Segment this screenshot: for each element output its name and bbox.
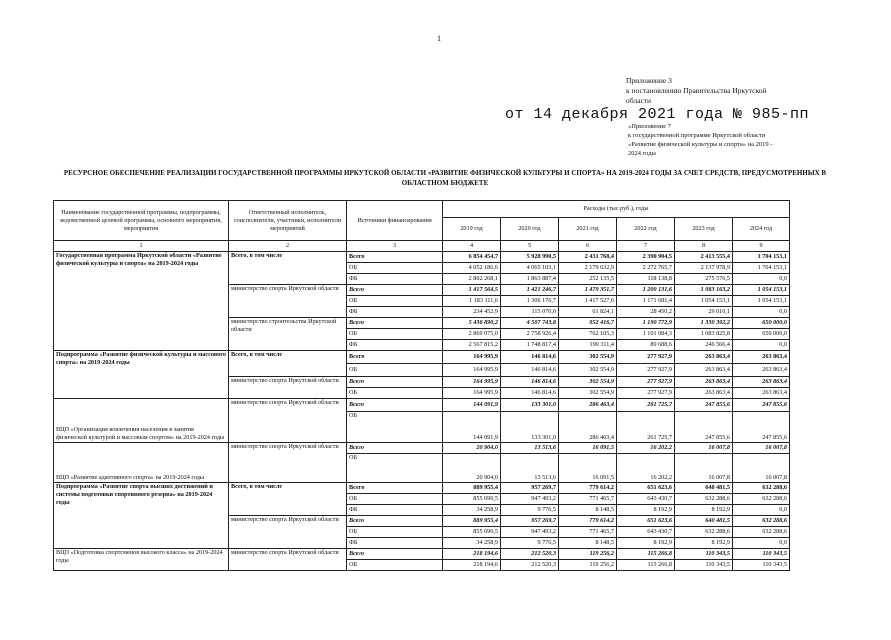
- row-source: ОБ: [347, 329, 443, 340]
- header-year: 2019 год: [443, 218, 501, 241]
- row-executor: министерство спорта Иркутской области: [229, 285, 347, 318]
- resource-table: [53, 200, 790, 571]
- cell-value: 115 266,8: [617, 549, 675, 560]
- cell-value: 1 083 825,8: [675, 329, 733, 340]
- appendix-line: Приложение 3: [626, 76, 672, 85]
- cell-value: 302 554,9: [559, 388, 617, 399]
- row-executor: министерство спорта Иркутской области: [229, 377, 347, 399]
- header-executor: Ответственный исполнитель, соисполнители, участники, исполнители мероприятий: [229, 201, 347, 241]
- cell-value: 2 179 632,9: [559, 263, 617, 274]
- cell-value: 651 623,6: [617, 483, 675, 494]
- row-source: ОБ: [347, 527, 443, 538]
- cell-value: 8 192,9: [675, 538, 733, 549]
- cell-value: 115 266,8: [617, 560, 675, 571]
- row-name-sub1: Подпрограмма «Развитие физической культуры и массового спорта» на 2019-2024 годы: [54, 351, 229, 399]
- cell-value: 9 776,5: [501, 538, 559, 549]
- appendix-sub-line: «Приложение 7: [628, 123, 672, 130]
- header-name: Наименование государственной программы, подпрограммы, ведомственной целевой программы, основного мероприятия, мероприятия: [54, 201, 229, 241]
- decree-date-stamp: от 14 декабря 2021 года № 985-пп: [505, 106, 810, 123]
- row-name-vcp1: ВЦП «Организация вовлечения населения в занятия физической культурой и массовым спортом» на 2019-2024 годы: [54, 399, 229, 443]
- row-executor: министерство спорта Иркутской области: [229, 443, 347, 483]
- cell-value: 110 343,5: [733, 549, 790, 560]
- header-year: 2022 год: [617, 218, 675, 241]
- cell-value: 640 481,5: [675, 516, 733, 527]
- cell-value: 286 463,4: [559, 412, 617, 443]
- cell-value: 164 995,9: [443, 364, 501, 377]
- row-name-sub2: Подпрограмма «Развитие спорта высших достижений и системы подготовки спортивного резерва» на 2019-2024 годы: [54, 483, 229, 549]
- cell-value: 263 863,4: [675, 388, 733, 399]
- cell-value: 212 520,3: [501, 549, 559, 560]
- cell-value: 771 465,7: [559, 527, 617, 538]
- cell-value: 133 301,0: [501, 412, 559, 443]
- row-source: Всего: [347, 399, 443, 412]
- cell-value: 110 343,5: [675, 549, 733, 560]
- header-year: 2020 год: [501, 218, 559, 241]
- cell-value: 133 301,0: [501, 399, 559, 412]
- row-source: Всего: [347, 285, 443, 296]
- cell-value: 164 995,9: [443, 388, 501, 399]
- cell-value: 8 192,9: [617, 538, 675, 549]
- cell-value: 2 272 765,7: [617, 263, 675, 274]
- row-source: Всего: [347, 443, 443, 454]
- col-num: 3: [347, 241, 443, 252]
- cell-value: 1 417 527,6: [559, 296, 617, 307]
- cell-value: 144 091,9: [443, 412, 501, 443]
- cell-value: 889 955,4: [443, 483, 501, 494]
- col-num: 9: [733, 241, 790, 252]
- row-source: Всего: [347, 351, 443, 364]
- cell-value: 146 814,6: [501, 351, 559, 364]
- cell-value: 302 554,9: [559, 364, 617, 377]
- table-row: [54, 549, 790, 560]
- cell-value: 650 000,0: [733, 329, 790, 340]
- row-source: ОБ: [347, 494, 443, 505]
- header-expenses: Расходы (тыс.руб.), годы: [443, 201, 790, 218]
- cell-value: 2 758 926,4: [501, 329, 559, 340]
- row-source: Всего: [347, 318, 443, 329]
- cell-value: 146 814,6: [501, 377, 559, 388]
- cell-value: 632 288,6: [675, 494, 733, 505]
- row-executor: Всего, в том числе: [229, 252, 347, 285]
- row-source: ФБ: [347, 538, 443, 549]
- cell-value: 263 863,4: [733, 377, 790, 388]
- cell-value: 1 171 681,4: [617, 296, 675, 307]
- row-source: ФБ: [347, 274, 443, 285]
- cell-value: 16 091,5: [559, 443, 617, 454]
- row-name-gp: Государственная программа Иркутской области «Развитие физической культуры и спорта» на 2019-2024 годы: [54, 252, 229, 351]
- cell-value: 218 194,6: [443, 549, 501, 560]
- row-source: ОБ: [347, 388, 443, 399]
- row-executor: министерство спорта Иркутской области: [229, 516, 347, 549]
- cell-value: 89 688,6: [617, 340, 675, 351]
- cell-value: 762 105,3: [559, 329, 617, 340]
- cell-value: 13 513,6: [501, 454, 559, 483]
- row-source: Всего: [347, 377, 443, 388]
- cell-value: 1 306 176,7: [501, 296, 559, 307]
- cell-value: 1 421 246,7: [501, 285, 559, 296]
- cell-value: 20 904,0: [443, 454, 501, 483]
- document-title: РЕСУРСНОЕ ОБЕСПЕЧЕНИЕ РЕАЛИЗАЦИИ ГОСУДАРСТВЕННОЙ ПРОГРАММЫ ИРКУТСКОЙ ОБЛАСТИ «РАЗВИТИЕ ФИЗИЧЕСКОЙ КУЛЬТУРЫ И СПОРТА» НА 2019-2024 ГОДЫ ЗА СЧЕТ СРЕДСТВ, ПРЕДУСМОТРЕННЫХ В ОБЛАСТНОМ БЮДЖЕТЕ: [63, 169, 827, 187]
- header-row: [54, 201, 790, 218]
- appendix-sub-line: к государственной программе Иркутской области: [628, 132, 766, 139]
- cell-value: 1 330 392,2: [675, 318, 733, 329]
- cell-value: 247 855,6: [733, 412, 790, 443]
- cell-value: 771 465,7: [559, 494, 617, 505]
- cell-value: 0,0: [733, 538, 790, 549]
- cell-value: 119 256,2: [559, 549, 617, 560]
- cell-value: 2 869 075,0: [443, 329, 501, 340]
- cell-value: 263 863,4: [675, 351, 733, 364]
- row-executor: Всего, в том числе: [229, 351, 347, 377]
- cell-value: 286 463,4: [559, 399, 617, 412]
- cell-value: 889 955,4: [443, 516, 501, 527]
- cell-value: 110 343,5: [675, 560, 733, 571]
- col-num: 4: [443, 241, 501, 252]
- cell-value: 5 436 890,2: [443, 318, 501, 329]
- cell-value: 16 007,8: [733, 443, 790, 454]
- header-year: 2021 год: [559, 218, 617, 241]
- cell-value: 1 863 887,4: [501, 274, 559, 285]
- row-name-vcp2: ВЦП «Развитие адаптивного спорта» на 2019-2024 годы: [54, 443, 229, 483]
- cell-value: 61 824,1: [559, 307, 617, 318]
- cell-value: 164 995,9: [443, 351, 501, 364]
- row-source: Всего: [347, 549, 443, 560]
- cell-value: 110 343,5: [733, 560, 790, 571]
- cell-value: 4 507 743,8: [501, 318, 559, 329]
- cell-value: 650 000,0: [733, 318, 790, 329]
- cell-value: 1 748 817,4: [501, 340, 559, 351]
- appendix-sub-line: «Развитие физической культуры и спорта» на 2019 -: [628, 141, 773, 148]
- header-year: 2024 год: [733, 218, 790, 241]
- cell-value: 263 863,4: [675, 364, 733, 377]
- cell-value: 0,0: [733, 505, 790, 516]
- cell-value: 632 288,6: [733, 494, 790, 505]
- cell-value: 8 148,5: [559, 538, 617, 549]
- cell-value: 144 091,9: [443, 399, 501, 412]
- cell-value: 4 065 103,1: [501, 263, 559, 274]
- cell-value: 957 269,7: [501, 483, 559, 494]
- col-num: 2: [229, 241, 347, 252]
- col-num: 1: [54, 241, 229, 252]
- cell-value: 1 083 163,2: [675, 285, 733, 296]
- cell-value: 2 390 904,5: [617, 252, 675, 263]
- cell-value: 263 863,4: [733, 364, 790, 377]
- row-source: Всего: [347, 483, 443, 494]
- table-row: [54, 399, 790, 412]
- cell-value: 947 493,2: [501, 527, 559, 538]
- cell-value: 1 183 111,6: [443, 296, 501, 307]
- cell-value: 1 190 772,9: [617, 318, 675, 329]
- cell-value: 2 567 815,2: [443, 340, 501, 351]
- cell-value: 0,0: [733, 307, 790, 318]
- row-source: ОБ: [347, 412, 443, 443]
- cell-value: 1 054 153,1: [675, 296, 733, 307]
- cell-value: 247 855,6: [675, 399, 733, 412]
- cell-value: 234 452,9: [443, 307, 501, 318]
- cell-value: 13 513,6: [501, 443, 559, 454]
- cell-value: 1 054 153,1: [733, 296, 790, 307]
- cell-value: 632 288,6: [733, 516, 790, 527]
- cell-value: 632 288,6: [733, 527, 790, 538]
- cell-value: 8 148,5: [559, 505, 617, 516]
- cell-value: 246 566,4: [675, 340, 733, 351]
- table-row: [54, 483, 790, 494]
- cell-value: 16 007,8: [675, 454, 733, 483]
- cell-value: 957 269,7: [501, 516, 559, 527]
- table-row: [54, 252, 790, 263]
- table-row: [54, 443, 790, 454]
- cell-value: 855 696,5: [443, 527, 501, 538]
- cell-value: 277 927,9: [617, 388, 675, 399]
- appendix-line: к постановлению Правительства Иркутской: [626, 86, 767, 95]
- row-source: ФБ: [347, 307, 443, 318]
- cell-value: 218 194,6: [443, 560, 501, 571]
- cell-value: 1 704 153,1: [733, 252, 790, 263]
- cell-value: 1 200 131,6: [617, 285, 675, 296]
- cell-value: 34 258,9: [443, 538, 501, 549]
- cell-value: 1 479 351,7: [559, 285, 617, 296]
- row-executor: министерство спорта Иркутской области: [229, 399, 347, 443]
- cell-value: 2 802 268,1: [443, 274, 501, 285]
- cell-value: 164 995,9: [443, 377, 501, 388]
- table-row: [54, 351, 790, 364]
- cell-value: 146 814,6: [501, 388, 559, 399]
- cell-value: 2 413 555,4: [675, 252, 733, 263]
- header-year: 2023 год: [675, 218, 733, 241]
- cell-value: 119 256,2: [559, 560, 617, 571]
- cell-value: 640 481,5: [675, 483, 733, 494]
- cell-value: 947 493,2: [501, 494, 559, 505]
- appendix-sub-header: [628, 122, 772, 158]
- cell-value: 20 904,0: [443, 443, 501, 454]
- cell-value: 252 135,5: [559, 274, 617, 285]
- cell-value: 302 554,9: [559, 351, 617, 364]
- col-num: 7: [617, 241, 675, 252]
- cell-value: 277 927,9: [617, 351, 675, 364]
- cell-value: 29 010,1: [675, 307, 733, 318]
- cell-value: 643 430,7: [617, 527, 675, 538]
- cell-value: 247 855,6: [675, 412, 733, 443]
- cell-value: 8 192,9: [675, 505, 733, 516]
- cell-value: 651 623,6: [617, 516, 675, 527]
- cell-value: 1 054 153,1: [733, 285, 790, 296]
- cell-value: 5 928 990,5: [501, 252, 559, 263]
- cell-value: 9 776,5: [501, 505, 559, 516]
- cell-value: 16 202,2: [617, 454, 675, 483]
- col-num: 8: [675, 241, 733, 252]
- row-source: ОБ: [347, 560, 443, 571]
- cell-value: 1 704 153,1: [733, 263, 790, 274]
- row-source: Всего: [347, 252, 443, 263]
- row-source: ФБ: [347, 505, 443, 516]
- appendix-line: области: [626, 96, 652, 105]
- row-executor: министерство строительства Иркутской области: [229, 318, 347, 351]
- row-source: ОБ: [347, 454, 443, 483]
- header-source: Источники финансирования: [347, 201, 443, 241]
- cell-value: 28 450,2: [617, 307, 675, 318]
- cell-value: 263 863,4: [733, 388, 790, 399]
- cell-value: 263 863,4: [733, 351, 790, 364]
- cell-value: 16 091,5: [559, 454, 617, 483]
- row-source: ОБ: [347, 263, 443, 274]
- cell-value: 2 137 978,9: [675, 263, 733, 274]
- cell-value: 146 814,6: [501, 364, 559, 377]
- cell-value: 34 258,9: [443, 505, 501, 516]
- cell-value: 2 431 768,4: [559, 252, 617, 263]
- col-num: 6: [559, 241, 617, 252]
- cell-value: 247 855,6: [733, 399, 790, 412]
- cell-value: 261 725,7: [617, 399, 675, 412]
- cell-value: 1 417 564,5: [443, 285, 501, 296]
- cell-value: 16 202,2: [617, 443, 675, 454]
- column-numbers-row: [54, 241, 790, 252]
- cell-value: 8 192,9: [617, 505, 675, 516]
- cell-value: 16 007,8: [733, 454, 790, 483]
- appendix-header: [626, 76, 767, 106]
- cell-value: 632 288,6: [675, 527, 733, 538]
- cell-value: 118 138,8: [617, 274, 675, 285]
- row-executor: Всего, в том числе: [229, 483, 347, 516]
- cell-value: 277 927,9: [617, 364, 675, 377]
- col-num: 5: [501, 241, 559, 252]
- cell-value: 261 725,7: [617, 412, 675, 443]
- page-number: 1: [437, 34, 441, 43]
- cell-value: 643 430,7: [617, 494, 675, 505]
- row-source: ОБ: [347, 296, 443, 307]
- cell-value: 302 554,9: [559, 377, 617, 388]
- cell-value: 632 288,6: [733, 483, 790, 494]
- cell-value: 0,0: [733, 274, 790, 285]
- row-source: ФБ: [347, 340, 443, 351]
- cell-value: 952 416,7: [559, 318, 617, 329]
- appendix-sub-line: 2024 годы: [628, 150, 656, 157]
- cell-value: 1 101 084,3: [617, 329, 675, 340]
- cell-value: 263 863,4: [675, 377, 733, 388]
- cell-value: 16 007,8: [675, 443, 733, 454]
- cell-value: 779 614,2: [559, 483, 617, 494]
- row-source: ОБ: [347, 364, 443, 377]
- cell-value: 115 070,0: [501, 307, 559, 318]
- row-name-vcp3: ВЦП «Подготовка спортсменов высокого класса» на 2019-2024 годы: [54, 549, 229, 571]
- cell-value: 779 614,2: [559, 516, 617, 527]
- cell-value: 0,0: [733, 340, 790, 351]
- cell-value: 275 576,5: [675, 274, 733, 285]
- row-source: Всего: [347, 516, 443, 527]
- cell-value: 855 696,5: [443, 494, 501, 505]
- cell-value: 190 311,4: [559, 340, 617, 351]
- row-executor: министерство спорта Иркутской области: [229, 549, 347, 571]
- cell-value: 277 927,9: [617, 377, 675, 388]
- cell-value: 4 052 186,6: [443, 263, 501, 274]
- cell-value: 212 520,3: [501, 560, 559, 571]
- cell-value: 6 854 454,7: [443, 252, 501, 263]
